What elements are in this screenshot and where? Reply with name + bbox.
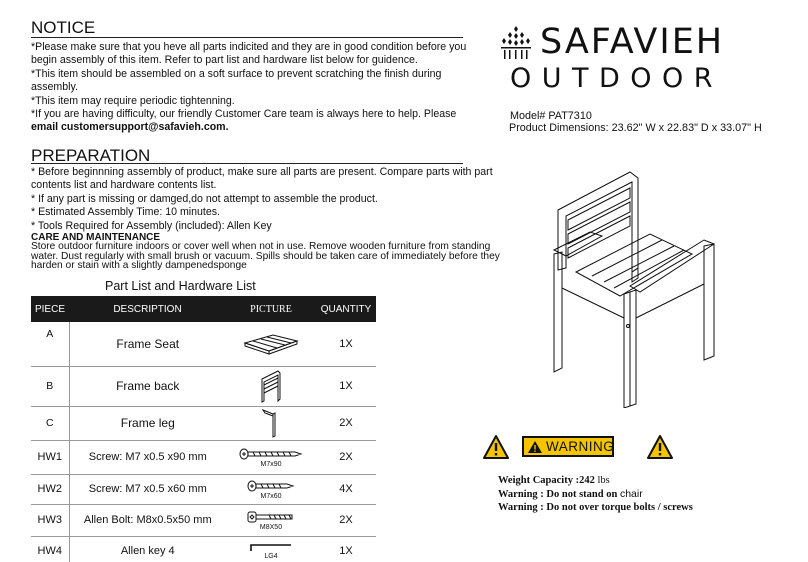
warning-torque-text: Warning : Do not over torque bolts / screws <box>498 502 693 513</box>
row-piece: HW1 <box>31 440 69 474</box>
preparation-title: PREPARATION <box>31 146 151 165</box>
notice-line: *If you are having difficulty, our friendly Customer Care team is always here to help. Please <box>31 108 457 121</box>
part-label: M7x90 <box>260 460 282 468</box>
table-row <box>31 366 376 406</box>
row-piece: HW2 <box>31 474 69 504</box>
row-description: Screw: M7 x0.5 x60 mm <box>69 474 226 504</box>
warning-triangle-icon <box>646 434 674 460</box>
notice-text <box>31 41 466 135</box>
row-description: Screw: M7 x0.5 x90 mm <box>69 440 226 474</box>
row-description: Frame back <box>69 366 226 406</box>
care-text: Store outdoor furniture indoors or cover well when not in use. Remove wooden furniture from standing water. Dust regularly with small brush or vacuum. Spills should be taken care of immediately before they harden or stain with a slightly dampenedsponge <box>31 241 500 272</box>
warning-torque <box>498 501 693 515</box>
notice-line: *Please make sure that you heve all parts indicited and they are in good condition before you <box>31 41 467 53</box>
parts-list-title: Part List and Hardware List <box>105 279 256 293</box>
row-picture <box>226 406 316 440</box>
part-label: LG4 <box>264 552 278 560</box>
notice-rule <box>31 37 463 38</box>
notice-line: assembly. <box>31 81 78 94</box>
warning-label-box <box>522 436 614 457</box>
warning-stand <box>498 488 693 502</box>
preparation-line: * Before beginnning assembly of product, make sure all parts are present. Compare parts with part <box>31 166 493 178</box>
row-picture <box>226 474 316 504</box>
notice-line: *This item should be assembled on a soft surface to prevent scratching the finish during <box>31 67 442 80</box>
table-row <box>31 536 376 562</box>
preparation-line: * Estimated Assembly Time: 10 minutes. <box>31 206 220 219</box>
support-email[interactable]: email customersupport@safavieh.com. <box>31 121 229 134</box>
row-quantity: 2X <box>316 504 376 536</box>
parts-table-header <box>31 296 376 322</box>
row-description: Allen Bolt: M8x0.5x50 mm <box>69 504 226 536</box>
notice-line: begin assembly of this item. Refer to part list and hardware list below for guidence. <box>31 54 418 67</box>
product-dimensions: Product Dimensions: 23.62" W x 22.83" D x 33.07" H <box>509 122 762 134</box>
row-piece: HW4 <box>31 536 69 562</box>
preparation-text <box>31 166 493 233</box>
preparation-rule <box>31 163 463 164</box>
brand-sub: OUTDOOR <box>510 63 724 94</box>
table-row <box>31 440 376 474</box>
part-label: M8X50 <box>259 523 283 531</box>
header-quantity: QUANTITY <box>316 296 376 322</box>
brand-name: SAFAVIEH <box>540 22 725 62</box>
row-picture <box>226 440 316 474</box>
preparation-line: * If any part is missing or damged,do not attempt to assemble the product. <box>31 192 378 205</box>
row-description: Allen key 4 <box>69 536 226 562</box>
table-row <box>31 504 376 536</box>
model-number: Model# PAT7310 <box>510 110 592 122</box>
row-description: Frame Seat <box>69 322 226 366</box>
header-picture: PICTURE <box>226 296 316 322</box>
weight-capacity-label: Weight Capacity : <box>498 475 580 486</box>
part-label: M7x60 <box>260 492 282 500</box>
row-quantity: 2X <box>316 406 376 440</box>
row-quantity: 1X <box>316 366 376 406</box>
frame-seat-icon <box>243 333 299 355</box>
preparation-line: * Tools Required for Assembly (included): Allen Key <box>31 219 272 232</box>
weight-capacity <box>498 474 693 488</box>
row-picture <box>226 366 316 406</box>
header-description: DESCRIPTION <box>69 296 226 322</box>
screw-icon <box>247 479 295 493</box>
table-row <box>31 406 376 440</box>
row-picture <box>226 536 316 562</box>
row-quantity: 1X <box>316 536 376 562</box>
allen-bolt-icon <box>247 510 295 524</box>
preparation-line: contents list and hardware contents list. <box>31 179 217 192</box>
weight-capacity-unit: lbs <box>597 475 610 486</box>
row-quantity: 4X <box>316 474 376 504</box>
warning-triangle-icon <box>482 434 510 460</box>
frame-leg-icon <box>261 408 281 438</box>
row-picture <box>226 504 316 536</box>
notice-line: *This item may require periodic tightenning. <box>31 94 235 107</box>
row-quantity: 2X <box>316 440 376 474</box>
warning-banner <box>482 434 682 462</box>
care-title: CARE AND MAINTENANCE <box>31 232 161 243</box>
frame-back-icon <box>258 369 284 403</box>
weight-warnings <box>498 474 693 515</box>
parts-table <box>31 296 376 562</box>
safavieh-logo-icon <box>498 26 534 60</box>
warning-triangle-icon <box>527 440 543 454</box>
warning-stand-rest: chair <box>619 487 643 500</box>
notice-title: NOTICE <box>31 18 96 37</box>
warning-label: WARNING <box>546 439 615 454</box>
header-piece: PIECE <box>31 296 69 322</box>
weight-capacity-value: 242 <box>579 475 595 486</box>
row-picture <box>226 322 316 366</box>
row-piece: HW3 <box>31 504 69 536</box>
screw-icon <box>239 447 303 461</box>
warning-stand-bold: Warning : Do not stand on <box>498 488 618 500</box>
row-piece: B <box>31 366 69 406</box>
table-row <box>31 322 376 366</box>
table-row <box>31 474 376 504</box>
chair-illustration <box>540 168 730 408</box>
row-piece: A <box>31 322 69 366</box>
row-quantity: 1X <box>316 322 376 366</box>
row-description: Frame leg <box>69 406 226 440</box>
allen-key-icon <box>249 543 293 553</box>
row-piece: C <box>31 406 69 440</box>
